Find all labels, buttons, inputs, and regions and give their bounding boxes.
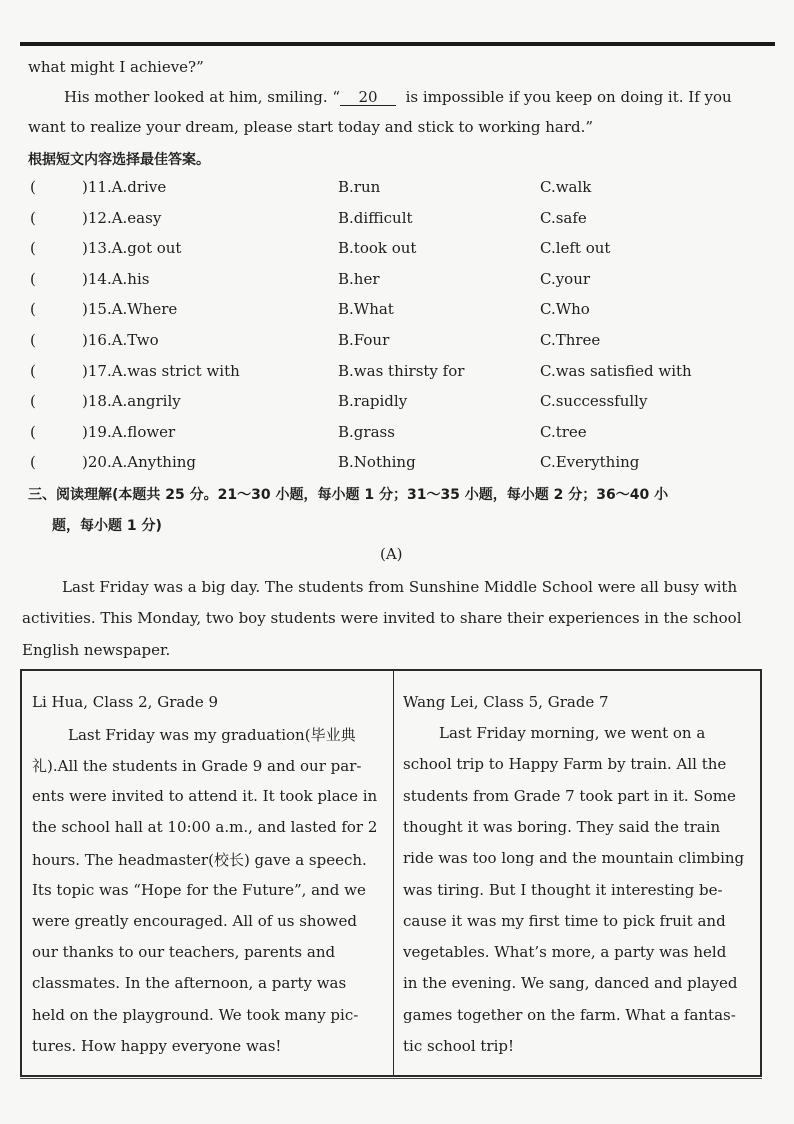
- option-c: C.tree: [540, 422, 587, 441]
- left-column-line: hours. The headmaster(校长) gave a speech.: [32, 851, 367, 870]
- right-column-line: students from Grade 7 took part in it. Some: [403, 786, 736, 805]
- option-a: )20.A.Anything: [82, 453, 197, 472]
- option-c: C.left out: [540, 239, 611, 258]
- intro-line-2-post: is impossible if you keep on doing it. If you: [405, 88, 732, 106]
- right-column-line: games together on the farm. What a fantas-: [403, 1005, 736, 1024]
- question-paren: (: [30, 361, 36, 380]
- left-column-line: ents were invited to attend it. It took place in: [32, 786, 378, 805]
- option-a: )12.A.easy: [82, 208, 162, 227]
- option-b: B.What: [338, 300, 394, 319]
- option-a: )13.A.got out: [82, 239, 182, 258]
- option-c: C.your: [540, 269, 591, 288]
- section3-heading-line-2: 题，每小题 1 分): [52, 518, 162, 534]
- question-paren: (: [30, 269, 36, 288]
- right-column-line: vegetables. What’s more, a party was held: [403, 943, 727, 962]
- right-column-line: thought it was boring. They said the train: [403, 817, 721, 836]
- right-column-line: cause it was my first time to pick fruit and: [403, 911, 726, 930]
- question-paren: (: [30, 208, 36, 227]
- left-column-line: tures. How happy everyone was!: [32, 1037, 282, 1055]
- option-b: B.took out: [338, 239, 417, 258]
- left-column-line: Last Friday was my graduation(毕业典: [68, 726, 356, 744]
- left-column-header: Li Hua, Class 2, Grade 9: [32, 693, 219, 711]
- left-column-line: 礼).All the students in Grade 9 and our par-: [32, 757, 362, 776]
- passage-line-3: English newspaper.: [22, 641, 171, 659]
- intro-line-2: [64, 88, 732, 106]
- question-row: [30, 178, 730, 198]
- question-row: [30, 423, 730, 443]
- option-a: )15.A.Where: [82, 300, 178, 319]
- option-a: )19.A.flower: [82, 422, 176, 441]
- option-b: B.her: [338, 269, 380, 288]
- question-paren: (: [30, 300, 36, 319]
- option-c: C.walk: [540, 178, 592, 196]
- left-column-line: the school hall at 10:00 a.m., and lasted for 2: [32, 817, 378, 836]
- option-c: C.Three: [540, 331, 601, 349]
- left-column-line: our thanks to our teachers, parents and: [32, 943, 336, 962]
- left-column-line: classmates. In the afternoon, a party was: [32, 974, 347, 993]
- question-paren: (: [30, 422, 36, 441]
- right-column-header: Wang Lei, Class 5, Grade 7: [403, 693, 609, 711]
- option-c: C.successfully: [540, 392, 648, 411]
- question-row: [30, 392, 730, 412]
- question-paren: (: [30, 453, 36, 472]
- instruction: 根据短文内容选择最佳答案。: [28, 152, 210, 168]
- intro-line-3: want to realize your dream, please start today and stick to working hard.”: [28, 118, 594, 136]
- option-a: )14.A.his: [82, 269, 150, 288]
- right-column-line: in the evening. We sang, danced and played: [403, 974, 738, 993]
- right-column-line: Last Friday morning, we went on a: [439, 724, 706, 742]
- intro-line-1: what might I achieve?”: [28, 58, 204, 76]
- question-row: [30, 331, 730, 351]
- option-b: B.grass: [338, 422, 395, 441]
- option-c: C.Who: [540, 300, 590, 319]
- blank-20: 20: [340, 89, 396, 106]
- option-c: C.Everything: [540, 453, 640, 472]
- bottom-rule: [20, 1074, 762, 1079]
- question-row: [30, 209, 730, 229]
- right-column-line: ride was too long and the mountain climbing: [403, 849, 745, 868]
- option-a: )18.A.angrily: [82, 392, 181, 411]
- question-paren: (: [30, 331, 36, 349]
- question-row: [30, 362, 730, 382]
- left-column-line: held on the playground. We took many pic-: [32, 1005, 359, 1024]
- column-divider: [393, 671, 394, 1075]
- right-column-line: school trip to Happy Farm by train. All the: [403, 755, 727, 774]
- intro-line-2-pre: His mother looked at him, smiling. “: [64, 88, 341, 106]
- option-c: C.safe: [540, 208, 587, 227]
- option-b: B.difficult: [338, 208, 413, 227]
- question-row: [30, 300, 730, 320]
- question-row: [30, 453, 730, 473]
- experience-table: [20, 669, 762, 1077]
- passage-line-1: Last Friday was a big day. The students from Sunshine Middle School were all busy with: [62, 578, 738, 596]
- question-paren: (: [30, 178, 36, 196]
- option-c: C.was satisfied with: [540, 361, 692, 380]
- section3-heading-line-1: 三、阅读理解(本题共 25 分。21～30 小题，每小题 1 分；31～35 小题，每小题 2 分；36～40 小: [28, 487, 669, 503]
- left-column-line: Its topic was “Hope for the Future”, and we: [32, 880, 366, 899]
- right-column-line: tic school trip!: [403, 1037, 515, 1055]
- option-b: B.Nothing: [338, 453, 416, 472]
- option-a: )11.A.drive: [82, 178, 167, 196]
- question-row: [30, 270, 730, 290]
- passage-line-2: activities. This Monday, two boy students were invited to share their experiences in the school: [22, 609, 742, 627]
- question-paren: (: [30, 239, 36, 258]
- option-b: B.run: [338, 178, 381, 196]
- option-a: )17.A.was strict with: [82, 361, 240, 380]
- left-column-line: were greatly encouraged. All of us showed: [32, 911, 357, 930]
- option-b: B.Four: [338, 331, 390, 349]
- option-b: B.was thirsty for: [338, 361, 465, 380]
- question-row: [30, 239, 730, 259]
- right-column-line: was tiring. But I thought it interesting be-: [403, 880, 723, 899]
- question-paren: (: [30, 392, 36, 411]
- passage-label: (A): [380, 545, 403, 563]
- top-rule: [20, 42, 775, 46]
- option-a: )16.A.Two: [82, 331, 159, 349]
- option-b: B.rapidly: [338, 392, 408, 411]
